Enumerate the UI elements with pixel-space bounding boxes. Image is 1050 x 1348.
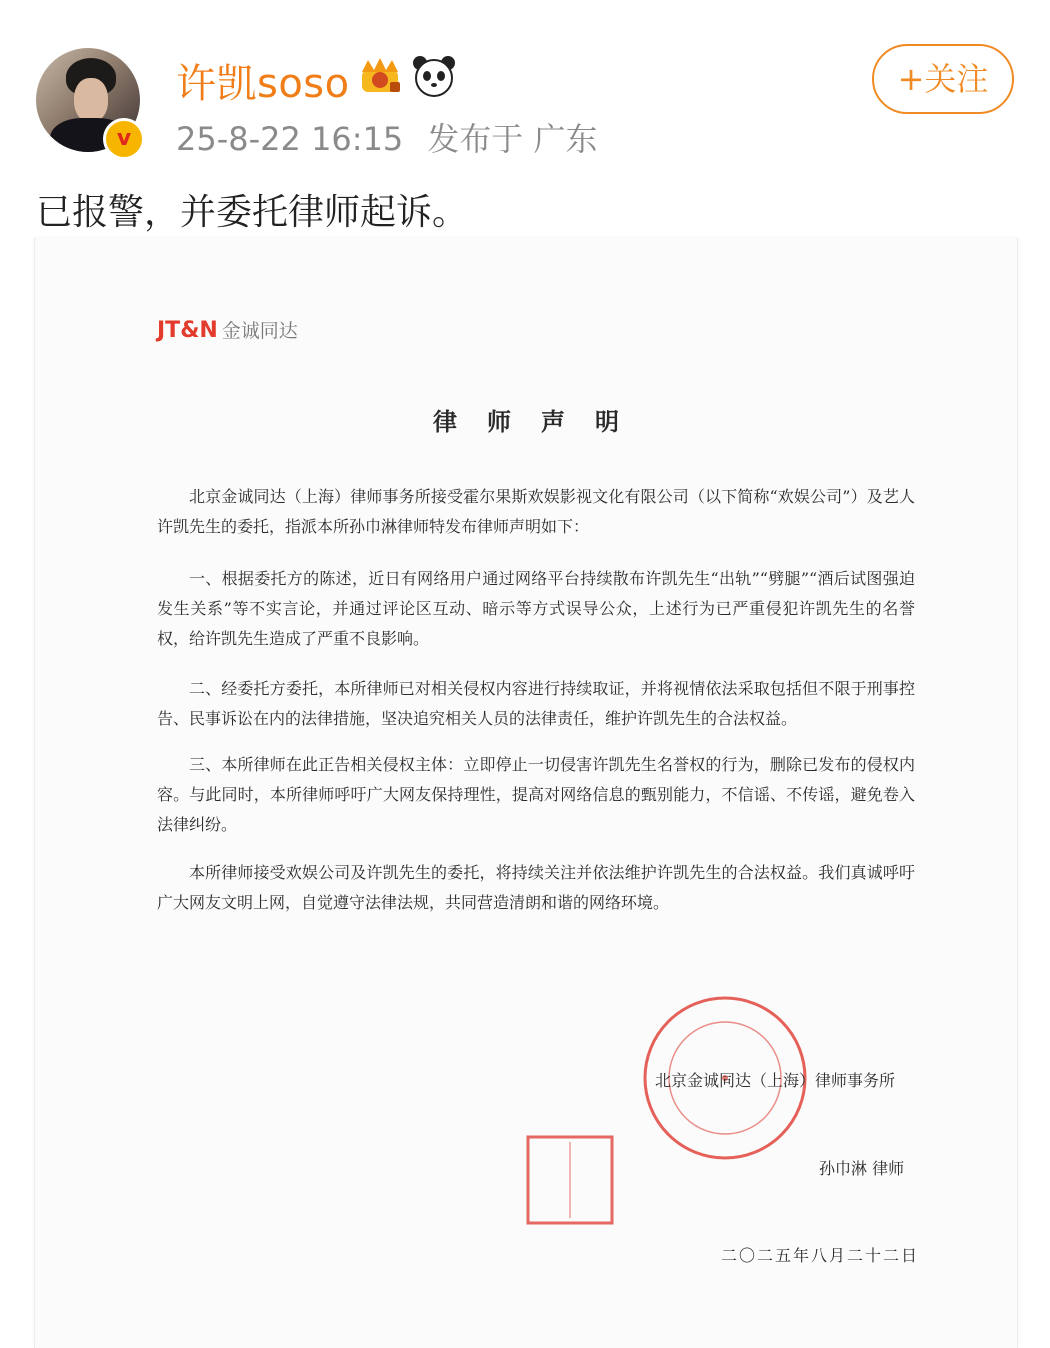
paragraph-three: 三、本所律师在此正告相关侵权主体：立即停止一切侵害许凯先生名誉权的行为，删除已发布的侵权内容。与此同时，本所律师呼吁广大网友保持理性，提高对网络信息的甄别能力，不信谣、不传谣，避免卷入法律纠纷。 <box>157 755 915 834</box>
lawyer-signature: 孙巾淋 律师 <box>819 1159 905 1178</box>
post-time: 25-8-22 16:15 <box>176 120 404 158</box>
firm-logo <box>157 316 298 344</box>
paragraph-two: 二、经委托方委托，本所律师已对相关侵权内容进行持续取证，并将视情依法采取包括但不限于刑事控告、民事诉讼在内的法律措施，坚决追究相关人员的法律责任，维护许凯先生的合法权益。 <box>157 679 915 728</box>
firm-logo-name: 金诚同达 <box>221 320 298 342</box>
paragraph-closing: 本所律师接受欢娱公司及许凯先生的委托，将持续关注并依法维护许凯先生的合法权益。我们真诚呼吁广大网友文明上网，自觉遵守法律法规，共同营造清朗和谐的网络环境。 <box>157 863 915 912</box>
follow-button[interactable]: +关注 <box>872 44 1014 114</box>
post-location: 发布于 广东 <box>427 120 598 158</box>
firm-signature: 北京金诚同达（上海）律师事务所 <box>655 1071 896 1090</box>
post-meta <box>176 114 621 160</box>
paragraph-one: 一、根据委托方的陈述，近日有网络用户通过网络平台持续散布许凯先生“出轨”“劈腿”“酒后试图强迫发生关系”等不实言论，并通过评论区互动、暗示等方式误导公众，上述行为已严重侵犯许凯先生的名誉权，给许凯先生造成了严重不良影响。 <box>157 569 915 648</box>
document-title: 律师声明 <box>433 407 649 436</box>
paragraph-intro: 北京金诚同达（上海）律师事务所接受霍尔果斯欢娱影视文化有限公司（以下简称“欢娱公司”）及艺人许凯先生的委托，指派本所孙巾淋律师特发布律师声明如下： <box>157 487 915 536</box>
firm-logo-mark: JT&N <box>157 318 218 343</box>
post-text: 已报警，并委托律师起诉。 <box>36 192 469 233</box>
crown-badge-icon[interactable] <box>356 56 404 96</box>
statement-date: 二〇二五年八月二十二日 <box>721 1246 920 1265</box>
statement-image[interactable] <box>34 238 1018 1348</box>
username[interactable]: 许凯soso <box>176 61 350 107</box>
verified-badge-icon: v <box>103 118 145 160</box>
lawyer-seal-icon <box>525 1134 615 1226</box>
post-header <box>0 0 1050 170</box>
panda-badge-icon[interactable] <box>412 54 456 98</box>
